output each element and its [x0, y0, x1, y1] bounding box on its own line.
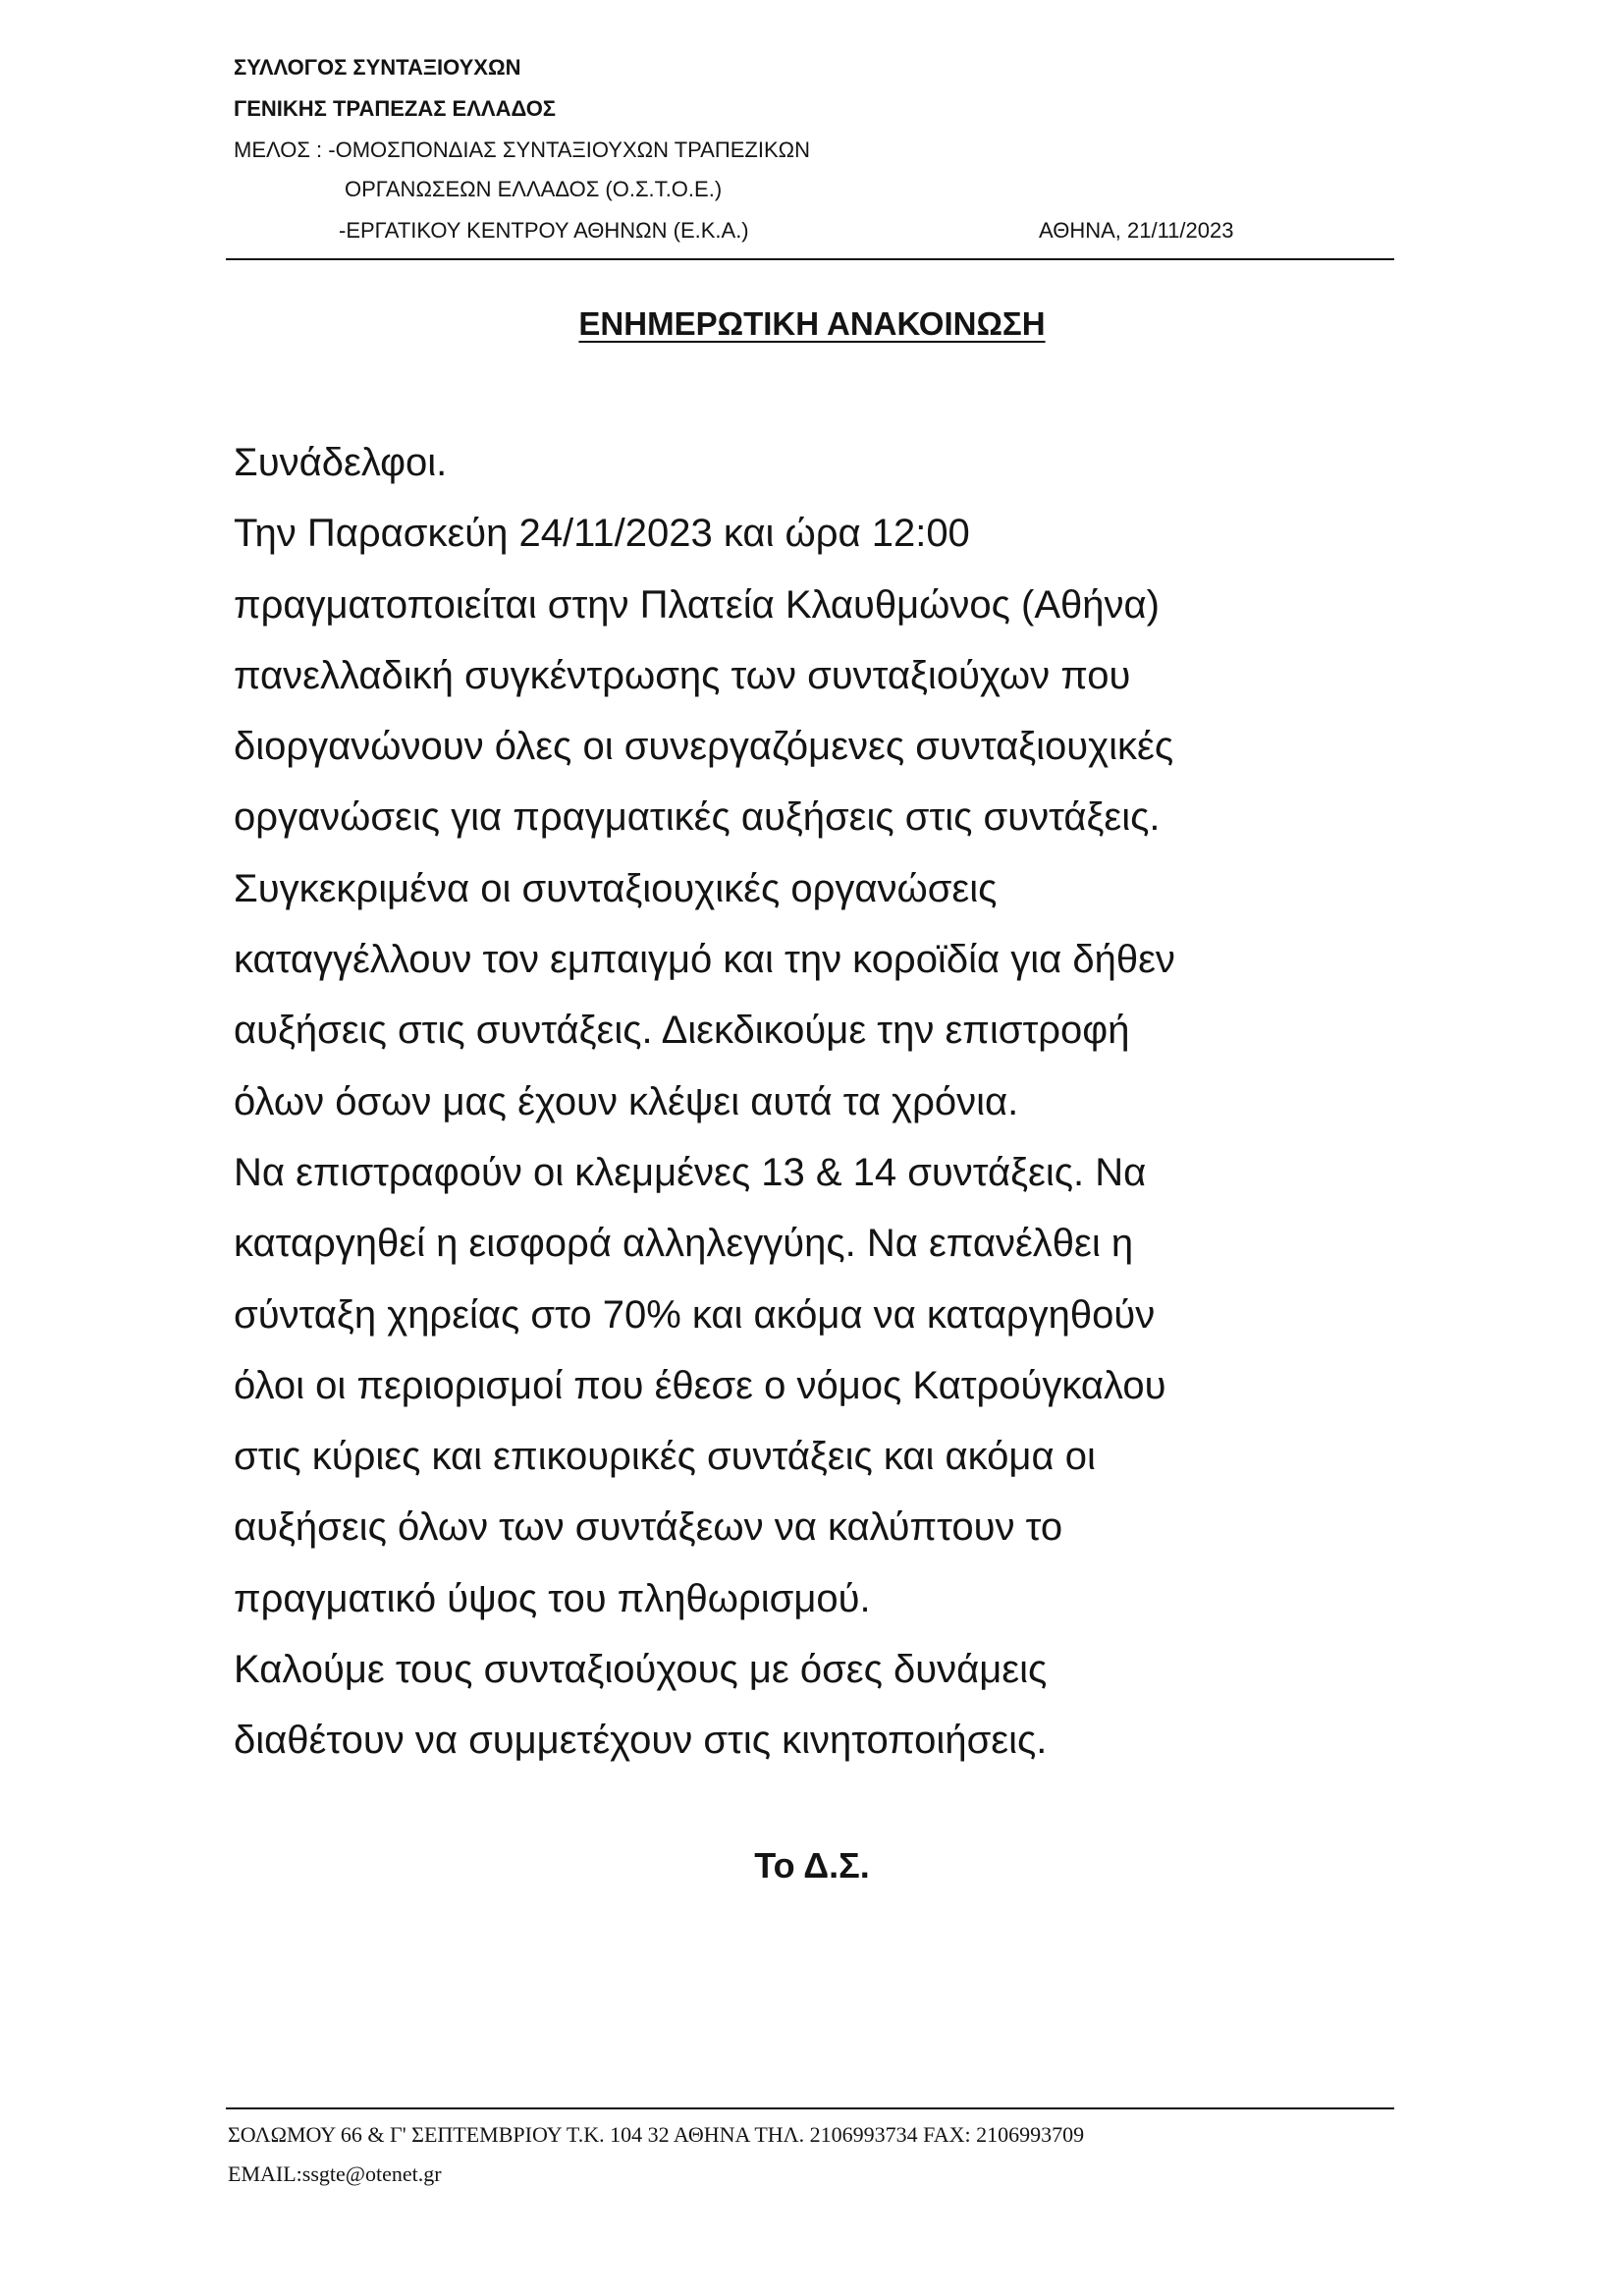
org-name-line1: ΣΥΛΛΟΓΟΣ ΣΥΝΤΑΞΙΟΥΧΩΝ: [234, 55, 521, 80]
body-line: διαθέτουν να συμμετέχουν στις κινητοποιήσεις.: [234, 1719, 1048, 1763]
body-line: Συγκεκριμένα οι συνταξιουχικές οργανώσεις: [234, 866, 998, 910]
body-line: πραγματικό ύψος του πληθωρισμού.: [234, 1576, 871, 1620]
body-line: διοργανώνουν όλες οι συνεργαζόμενες συνταξιουχικές: [234, 725, 1174, 769]
document-title-text: ΕΝΗΜΕΡΩΤΙΚΗ ΑΝΑΚΟΙΝΩΣΗ: [578, 305, 1046, 342]
body-line: Την Παρασκεύη 24/11/2023 και ώρα 12:00: [234, 512, 970, 556]
footer-email: EMAIL:ssgte@otenet.gr: [228, 2161, 442, 2186]
body-line: καταργηθεί η εισφορά αλληλεγγύης. Να επανέλθει η: [234, 1222, 1134, 1266]
membership-line3: -ΕΡΓΑΤΙΚΟΥ ΚΕΝΤΡΟΥ ΑΘΗΝΩΝ (Ε.Κ.Α.): [339, 218, 749, 243]
membership-line1: ΜΕΛΟΣ : -ΟΜΟΣΠΟΝΔΙΑΣ ΣΥΝΤΑΞΙΟΥΧΩΝ ΤΡΑΠΕΖΙΚΩΝ: [234, 137, 810, 162]
footer-divider: [226, 2107, 1394, 2109]
document-title: [0, 304, 1624, 344]
header-divider: [226, 258, 1394, 260]
body-line: αυξήσεις στις συντάξεις. Διεκδικούμε την επιστροφή: [234, 1009, 1130, 1053]
membership-line2: ΟΡΓΑΝΩΣΕΩΝ ΕΛΛΑΔΟΣ (Ο.Σ.Τ.Ο.Ε.): [345, 177, 723, 201]
body-line: όλων όσων μας έχουν κλέψει αυτά τα χρόνια.: [234, 1079, 1019, 1123]
body-line: αυξήσεις όλων των συντάξεων να καλύπτουν το: [234, 1505, 1063, 1550]
signature: Το Δ.Σ.: [754, 1845, 870, 1886]
footer-address: ΣΟΛΩΜΟΥ 66 & Γ' ΣΕΠΤΕΜΒΡΙΟΥ Τ.Κ. 104 32 ΑΘΗΝΑ ΤΗΛ. 2106993734 FAX: 2106993709: [228, 2122, 1085, 2147]
body-line: Να επιστραφούν οι κλεμμένες 13 & 14 συντάξεις. Να: [234, 1150, 1147, 1194]
body-line: Συνάδελφοι.: [234, 441, 448, 484]
body-line: πανελλαδική συγκέντρωσης των συνταξιούχων που: [234, 653, 1131, 697]
document-date: ΑΘΗΝΑ, 21/11/2023: [1039, 218, 1234, 243]
body-line: Καλούμε τους συνταξιούχους με όσες δυνάμεις: [234, 1648, 1048, 1692]
body-line: οργανώσεις για πραγματικές αυξήσεις στις συντάξεις.: [234, 795, 1161, 840]
body-line: όλοι οι περιορισμοί που έθεσε ο νόμος Κατρούγκαλου: [234, 1363, 1166, 1407]
body-line: καταγγέλλουν τον εμπαιγμό και την κοροϊδία για δήθεν: [234, 938, 1175, 982]
body-line: πραγματοποιείται στην Πλατεία Κλαυθμώνος (Αθήνα): [234, 582, 1160, 627]
announcement-body: [234, 427, 1402, 1777]
org-name-line2: ΓΕΝΙΚΗΣ ΤΡΑΠΕΖΑΣ ΕΛΛΑΔΟΣ: [234, 96, 557, 121]
body-line: στις κύριες και επικουρικές συντάξεις και ακόμα οι: [234, 1435, 1096, 1479]
body-line: σύνταξη χηρείας στο 70% και ακόμα να καταργηθούν: [234, 1292, 1156, 1337]
